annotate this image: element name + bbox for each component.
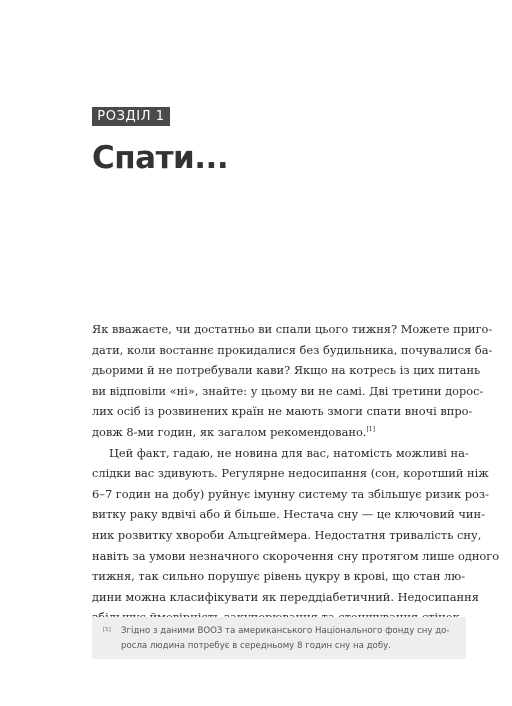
footnote-line: росла людина потребує в середньому 8 годин сну на добу. [121,641,391,651]
body-line: Цей факт, гадаю, не новина для вас, натомість можливі на- [109,445,469,460]
chapter-label: РОЗДІЛ 1 [92,107,170,126]
body-line: ник розвитку хвороби Альцгеймера. Недостатня тривалість сну, [92,527,482,542]
chapter-title: Спати... [92,140,229,176]
body-line-text: довж 8-ми годин, як загалом рекомендовано. [92,424,367,439]
footnote-mark: [1] [103,627,111,633]
body-line: ви відповіли «ні», знайте: у цьому ви не самі. Дві третини дорос- [92,383,484,398]
body-line: навіть за умови незначного скорочення сну протягом лише одного [92,548,500,563]
body-line: 6–7 годин на добу) руйнує імунну систему та збільшує ризик роз- [92,486,489,501]
footnote-reference[interactable]: [1] [366,426,375,434]
body-line: дати, коли востаннє прокидалися без будильника, почувалися ба- [92,342,493,357]
body-line: Як вважаєте, чи достатньо ви спали цього тижня? Можете приго- [92,322,493,336]
footnote [92,617,466,659]
body-text [92,319,500,628]
body-line: дьорими й не потребували кави? Якщо на котресь із цих питань [92,363,481,378]
footnote-line: Згідно з даними ВООЗ та американського Національного фонду сну до- [121,626,450,636]
body-line: тижня, так сильно порушує рівень цукру в крові, що стан лю- [92,569,466,584]
body-line: дини можна класифікувати як переддіабетичний. Недосипання [92,589,479,604]
body-line: слідки вас здивують. Регулярне недосипання (сон, коротший ніж [92,466,489,481]
body-line: витку раку вдвічі або й більше. Нестача сну — це ключовий чин- [92,507,485,522]
footnote-text [121,624,451,654]
body-line: лих осіб із розвинених країн не мають змоги спати вночі впро- [92,404,473,419]
body-line [92,422,458,443]
